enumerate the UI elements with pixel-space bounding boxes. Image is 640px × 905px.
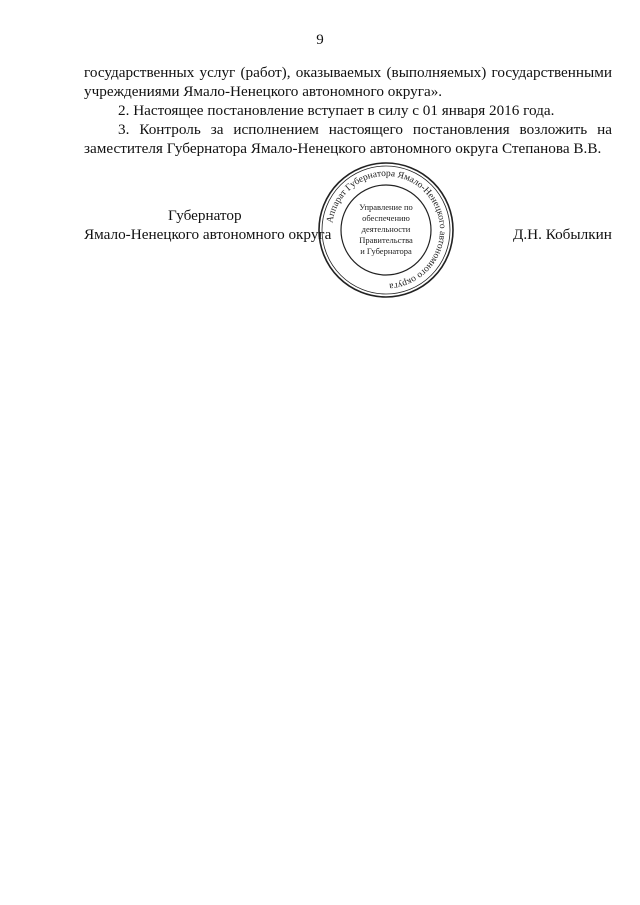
paragraph-3: [84, 120, 612, 158]
paragraph-1-line-2: учреждениями Ямало-Ненецкого автономного округа».: [84, 83, 443, 100]
svg-text:и Губернатора: и Губернатора: [360, 246, 412, 256]
svg-text:деятельности: деятельности: [361, 224, 411, 234]
svg-text:Правительства: Правительства: [359, 235, 413, 245]
seal-center-text: [359, 202, 413, 256]
paragraph-3-line-2: заместителя Губернатора Ямало-Ненецкого автономного округа Степанова В.В.: [84, 140, 602, 157]
signature-title-line-2: Ямало-Ненецкого автономного округа: [84, 226, 332, 243]
svg-text:Управление по: Управление по: [359, 202, 413, 212]
paragraph-2: 2. Настоящее постановление вступает в силу с 01 января 2016 года.: [118, 102, 555, 119]
page-number: 9: [316, 32, 324, 48]
seal-ring-text: Аппарат Губернатора Ямало-Ненецкого автономного округа: [325, 168, 448, 291]
signatory-name: Д.Н. Кобылкин: [513, 226, 612, 243]
official-seal: [316, 160, 456, 300]
official-seal-graphic: [316, 160, 456, 300]
document-body: [84, 63, 612, 158]
svg-text:обеспечению: обеспечению: [362, 213, 410, 223]
signature-title-line-1: Губернатор: [168, 207, 242, 224]
paragraph-3-line-1: 3. Контроль за исполнением настоящего постановления возложить на: [118, 121, 612, 138]
paragraph-1: [84, 63, 612, 101]
paragraph-1-line-1: государственных услуг (работ), оказываемых (выполняемых) государственными: [84, 64, 612, 81]
